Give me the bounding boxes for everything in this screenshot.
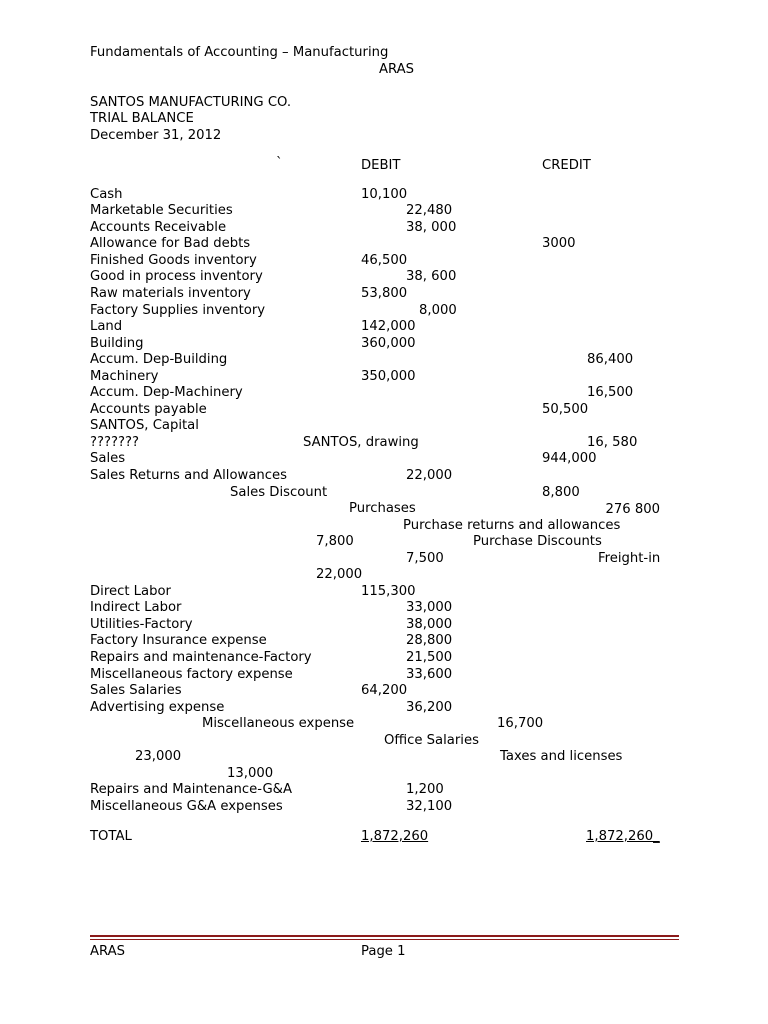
debit-amount: 33,600 xyxy=(406,667,453,682)
account-name: Allowance for Bad debts xyxy=(90,236,251,251)
account-name: Raw materials inventory xyxy=(90,286,251,301)
account-name: SANTOS, Capital xyxy=(90,418,199,433)
credit-heading: CREDIT xyxy=(542,158,591,173)
account-name: Purchase returns and allowances xyxy=(403,518,621,533)
credit-amount: 3000 xyxy=(542,236,576,251)
company-name: SANTOS MANUFACTURING CO. xyxy=(90,95,292,110)
footer-rule xyxy=(90,939,679,940)
account-name: Office Salaries xyxy=(384,733,479,748)
debit-amount: 21,500 xyxy=(406,650,453,665)
account-name: Freight-in xyxy=(598,551,661,566)
debit-amount: 115,300 xyxy=(361,584,416,599)
footer-author: ARAS xyxy=(90,944,126,959)
debit-amount: 8,000 xyxy=(419,303,457,318)
debit-amount: 64,200 xyxy=(361,683,408,698)
account-name: Miscellaneous expense xyxy=(202,716,355,731)
debit-amount: 8,800 xyxy=(542,485,580,500)
account-name: Sales Salaries xyxy=(90,683,182,698)
course-title: Fundamentals of Accounting – Manufacturing xyxy=(90,45,389,60)
debit-amount: 360,000 xyxy=(361,336,416,351)
account-name: Purchase Discounts xyxy=(473,534,602,549)
account-name: Indirect Labor xyxy=(90,600,182,615)
account-name: Accounts Receivable xyxy=(90,220,227,235)
debit-amount: 22,480 xyxy=(406,203,453,218)
credit-amount: 16,500 xyxy=(587,385,634,400)
credit-amount: 7,500 xyxy=(406,551,444,566)
debit-amount: 23,000 xyxy=(135,749,182,764)
account-name: Taxes and licenses xyxy=(500,749,623,764)
credit-amount: 16, 580 xyxy=(587,435,638,450)
account-name: Finished Goods inventory xyxy=(90,253,257,268)
debit-amount: 38, 600 xyxy=(406,269,457,284)
credit-amount: 86,400 xyxy=(587,352,634,367)
total-label: TOTAL xyxy=(90,829,132,844)
author-name: ARAS xyxy=(379,62,415,77)
credit-amount: 7,800 xyxy=(316,534,354,549)
debit-amount: 46,500 xyxy=(361,253,408,268)
total-debit: 1,872,260 xyxy=(361,829,429,844)
account-name: Miscellaneous G&A expenses xyxy=(90,799,283,814)
debit-amount: 13,000 xyxy=(227,766,274,781)
account-name: Accum. Dep-Machinery xyxy=(90,385,243,400)
debit-amount: 10,100 xyxy=(361,187,408,202)
statement-date: December 31, 2012 xyxy=(90,128,222,143)
account-name: Factory Supplies inventory xyxy=(90,303,266,318)
debit-amount: 32,100 xyxy=(406,799,453,814)
account-name: Accounts payable xyxy=(90,402,207,417)
debit-amount: 38,000 xyxy=(406,617,453,632)
debit-amount: 16,700 xyxy=(497,716,544,731)
debit-amount: 22,000 xyxy=(406,468,453,483)
total-credit: 1,872,260_ xyxy=(586,829,660,844)
debit-amount: 1,200 xyxy=(406,782,444,797)
stray-mark: ` xyxy=(276,156,283,171)
account-name: Utilities-Factory xyxy=(90,617,193,632)
account-name: Land xyxy=(90,319,123,334)
account-name: Repairs and maintenance-Factory xyxy=(90,650,312,665)
account-name: Purchases xyxy=(349,501,416,516)
debit-amount: 22,000 xyxy=(316,567,363,582)
account-name: Factory Insurance expense xyxy=(90,633,267,648)
account-name: Accum. Dep-Building xyxy=(90,352,228,367)
debit-amount: 28,800 xyxy=(406,633,453,648)
credit-amount: 944,000 xyxy=(542,451,597,466)
debit-amount: 276 800 xyxy=(605,502,660,517)
account-name: Marketable Securities xyxy=(90,203,233,218)
statement-title: TRIAL BALANCE xyxy=(90,111,194,126)
account-name: Sales Returns and Allowances xyxy=(90,468,287,483)
footer-rule xyxy=(90,935,679,937)
account-name: SANTOS, drawing xyxy=(303,435,419,450)
account-name: Good in process inventory xyxy=(90,269,263,284)
debit-amount: 36,200 xyxy=(406,700,453,715)
account-name: Machinery xyxy=(90,369,159,384)
page-number: Page 1 xyxy=(361,944,406,959)
credit-amount: 50,500 xyxy=(542,402,589,417)
account-name: Cash xyxy=(90,187,123,202)
credit-amount: ??????? xyxy=(90,435,139,450)
debit-amount: 33,000 xyxy=(406,600,453,615)
account-name: Advertising expense xyxy=(90,700,225,715)
account-name: Repairs and Maintenance-G&A xyxy=(90,782,292,797)
account-name: Building xyxy=(90,336,144,351)
debit-amount: 53,800 xyxy=(361,286,408,301)
account-name: Sales Discount xyxy=(230,485,328,500)
debit-amount: 142,000 xyxy=(361,319,416,334)
account-name: Sales xyxy=(90,451,126,466)
debit-amount: 350,000 xyxy=(361,369,416,384)
debit-heading: DEBIT xyxy=(361,158,401,173)
account-name: Miscellaneous factory expense xyxy=(90,667,293,682)
account-name: Direct Labor xyxy=(90,584,171,599)
debit-amount: 38, 000 xyxy=(406,220,457,235)
